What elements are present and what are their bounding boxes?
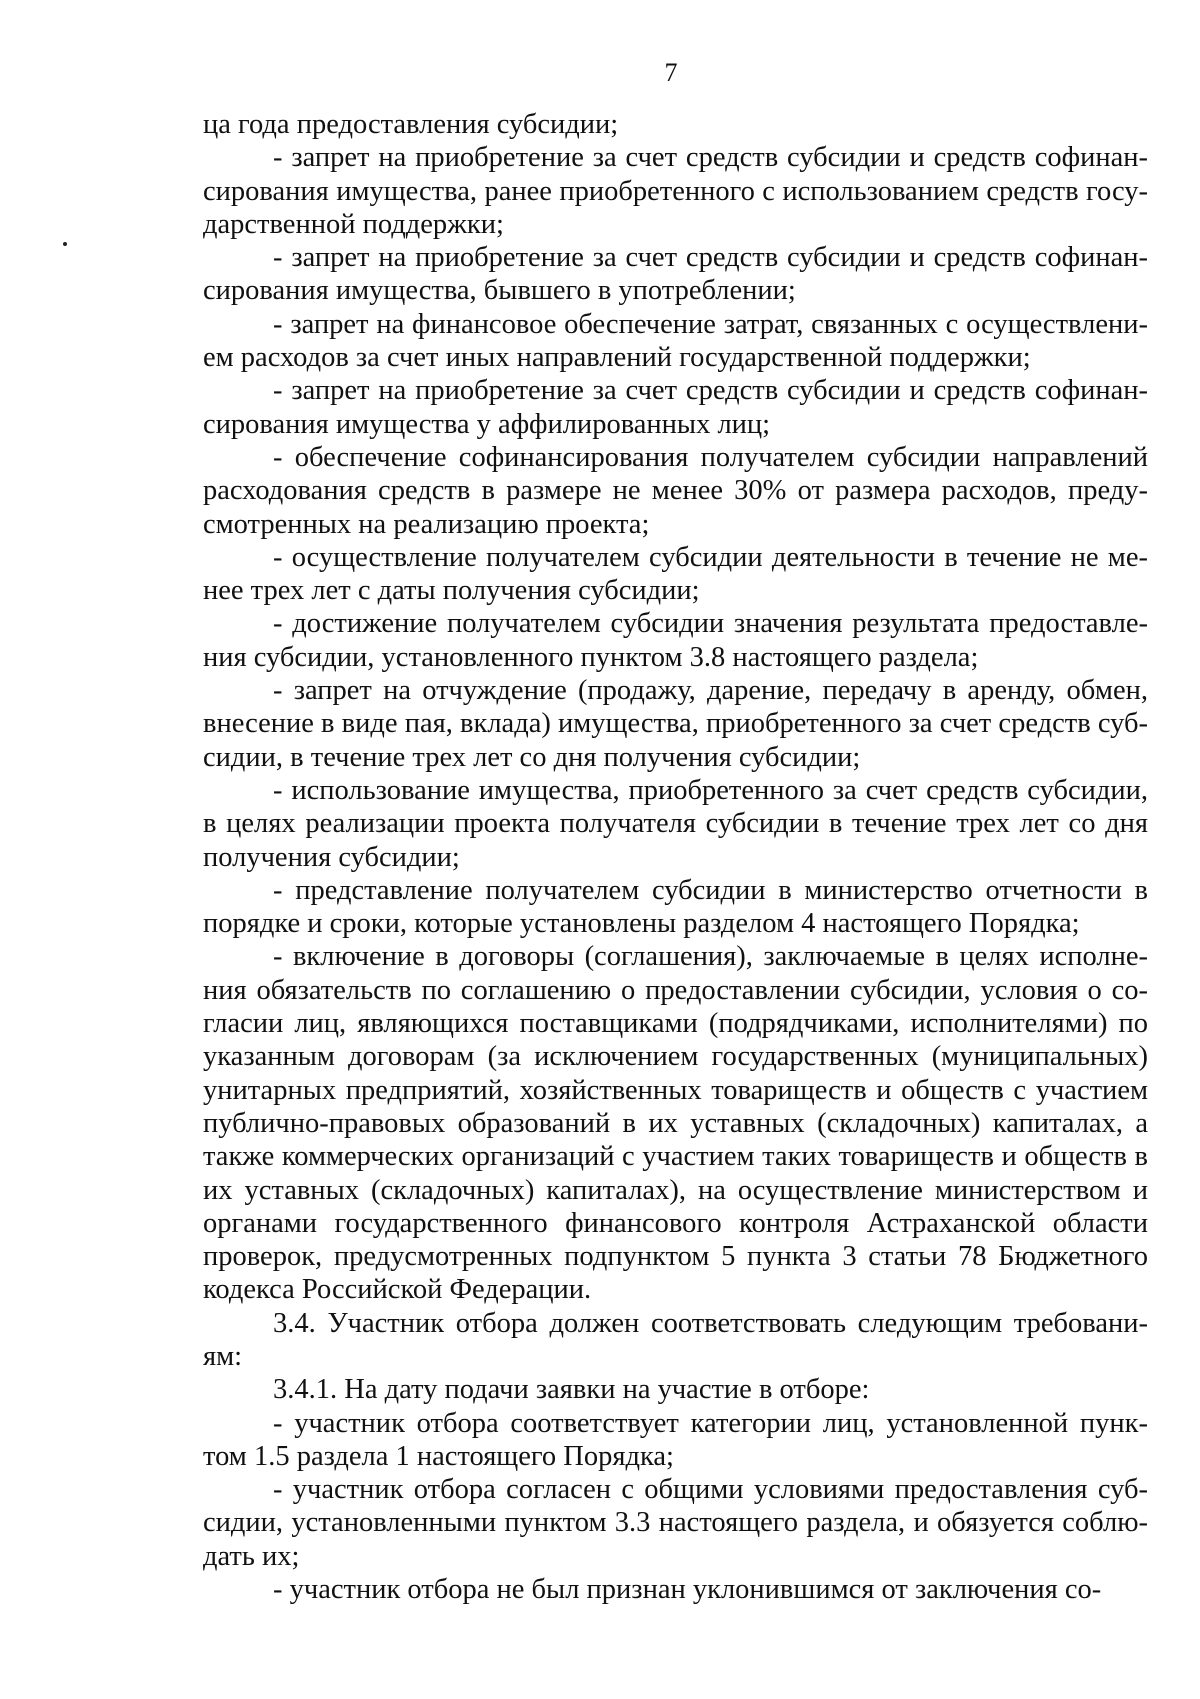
paragraph: - осуществление получателем субсидии деятельности в течение не менее трех лет с даты получения субсидии; bbox=[203, 541, 1148, 607]
paragraph: - представление получателем субсидии в министерство отчетности в порядке и сроки, которые установлены разделом 4 настоящего Порядка; bbox=[203, 874, 1148, 940]
document-body bbox=[203, 108, 1148, 1606]
paragraph: - достижение получателем субсидии значения результата предоставления субсидии, установленного пунктом 3.8 настоящего раздела; bbox=[203, 608, 1148, 673]
paragraph: - участник отбора согласен с общими условиями предоставления субсидии, установленными пунктом 3.3 настоящего раздела, и обязуется соблюдать их; bbox=[203, 1474, 1148, 1572]
paragraph: - использование имущества, приобретенного за счет средств субсидии, в целях реализации проекта получателя субсидии в течение трех лет со дня получения субсидии; bbox=[203, 774, 1148, 873]
paragraph: - запрет на отчуждение (продажу, дарение, передачу в аренду, обмен, внесение в виде пая, вклада) имущества, приобретенного за счет средств субсидии, в течение трех лет со дня получения субсидии; bbox=[203, 675, 1148, 773]
page-number: 7 bbox=[664, 58, 678, 87]
section-paragraph: 3.4. Участник отбора должен соответствовать следующим требованиям: bbox=[203, 1307, 1148, 1372]
paragraph: - обеспечение софинансирования получателем субсидии направлений расходования средств в размере не менее 30% от размера расходов, предусмотренных на реализацию проекта; bbox=[203, 441, 1148, 540]
paragraph: - запрет на финансовое обеспечение затрат, связанных с осуществлением расходов за счет иных направлений государственной поддержки; bbox=[203, 308, 1148, 374]
paragraph: - запрет на приобретение за счет средств субсидии и средств софинансирования имущества у аффилированных лиц; bbox=[203, 375, 1148, 440]
paragraph: - запрет на приобретение за счет средств субсидии и средств софинансирования имущества, бывшего в употреблении; bbox=[203, 242, 1148, 307]
paragraph: - включение в договоры (соглашения), заключаемые в целях исполнения обязательств по соглашению о предоставлении субсидии, условия о согласии лиц, являющихся поставщиками (подрядчиками, исполнителями) по указанным договорам (за исключением государственных (муниципальных) унитарных предприятий, хозяйственных товариществ и обществ с участием публично-правовых образований в их уставных (складочных) капиталах, а также коммерческих организаций с участием таких товариществ и обществ в их уставных (складочных) капиталах), на осуществление министерством и органами государственного финансового контроля Астраханской области проверок, предусмотренных подпунктом 5 пункта 3 статьи 78 Бюджетного кодекса Российской Федерации. bbox=[203, 941, 1148, 1306]
paragraph-continuation: ца года предоставления субсидии; bbox=[203, 109, 619, 140]
paragraph: - участник отбора не был признан уклонившимся от заключения со- bbox=[273, 1574, 1102, 1606]
subsection-heading: 3.4.1. На дату подачи заявки на участие в отборе: bbox=[273, 1374, 870, 1406]
paragraph: - запрет на приобретение за счет средств субсидии и средств софинансирования имущества, ранее приобретенного с использованием средств государственной поддержки; bbox=[203, 142, 1148, 240]
scan-artifact-dot bbox=[63, 242, 67, 246]
paragraph: - участник отбора соответствует категории лиц, установленной пунктом 1.5 раздела 1 настоящего Порядка; bbox=[203, 1407, 1148, 1472]
